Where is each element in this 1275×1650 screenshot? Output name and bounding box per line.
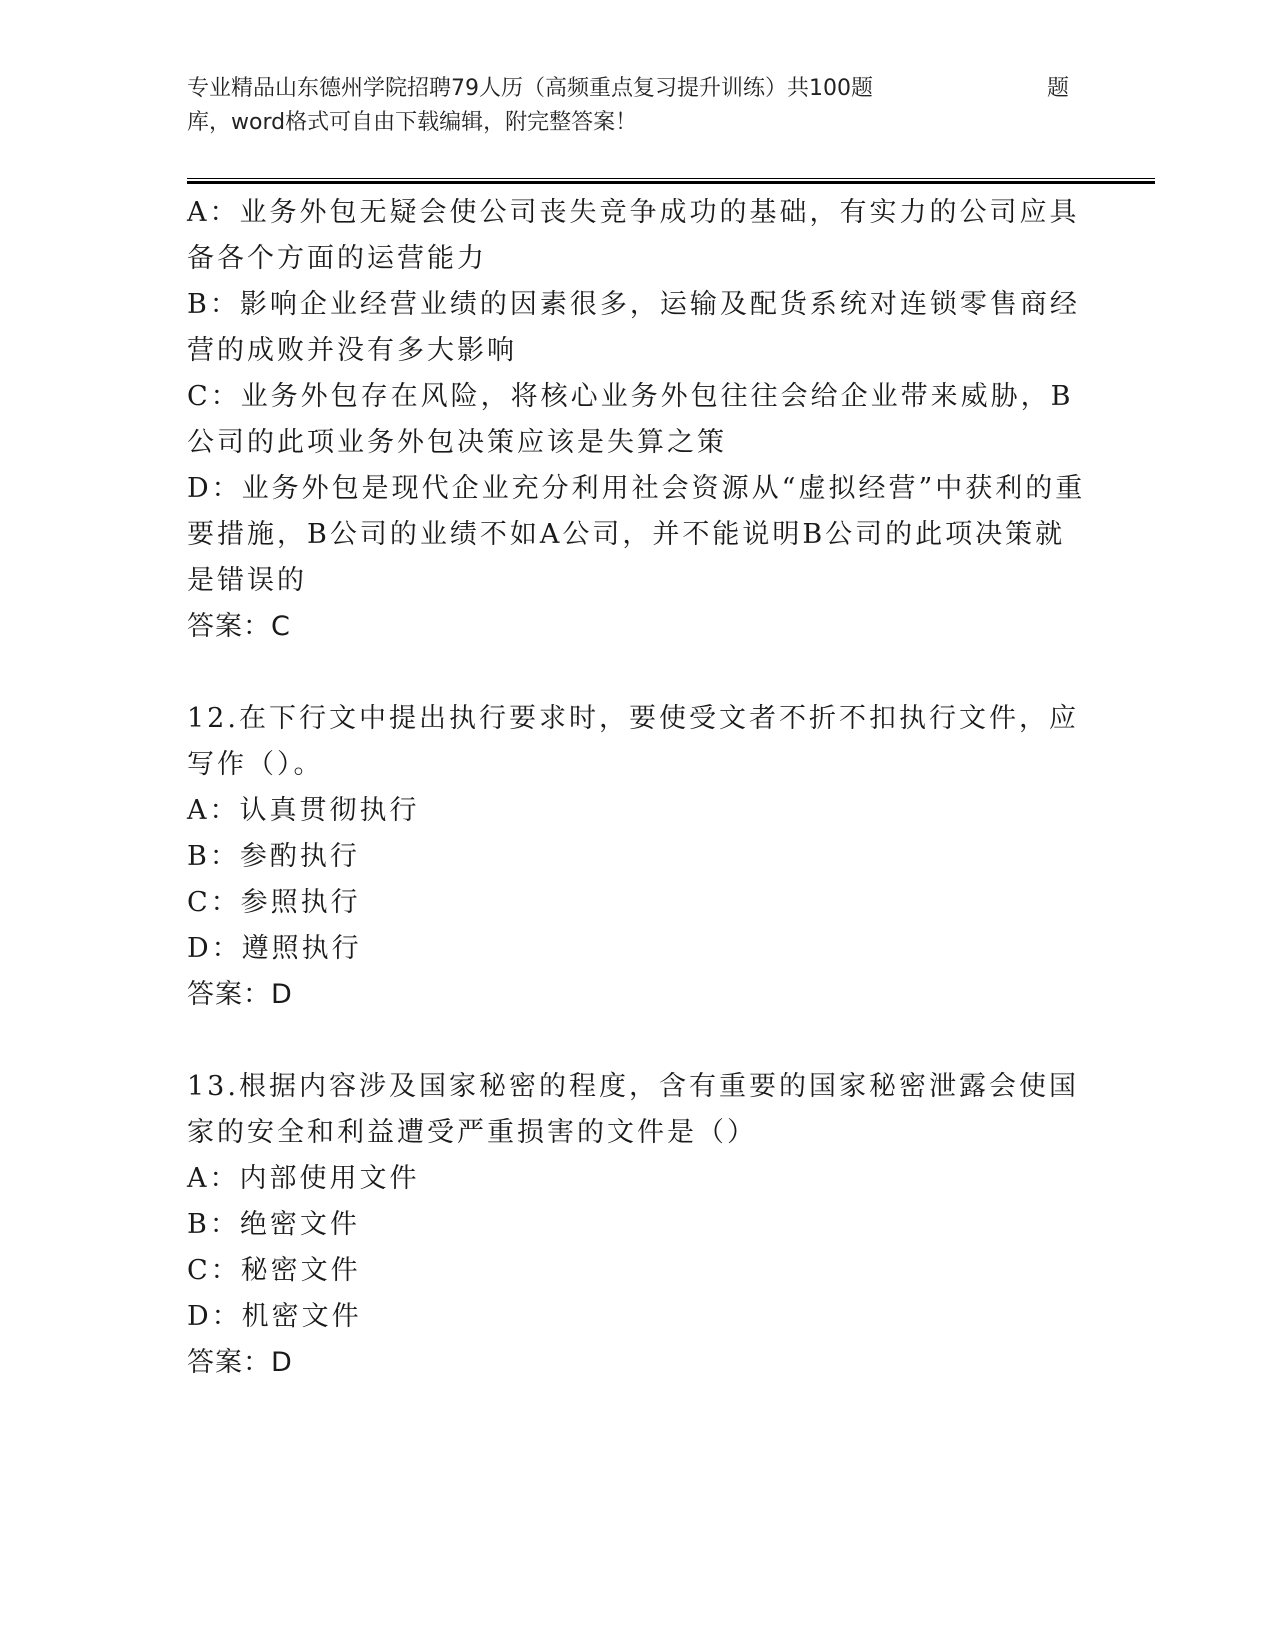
document-body [187, 190, 1087, 1386]
header-line-2: 库，word格式可自由下载编辑，附完整答案！ [187, 110, 638, 135]
question-stem: 13.根据内容涉及国家秘密的程度，含有重要的国家秘密泄露会使国家的安全和利益遭受严重损害的文件是（） [187, 1071, 1079, 1148]
option-a: A：业务外包无疑会使公司丧失竞争成功的基础，有实力的公司应具备各个方面的运营能力 [187, 197, 1080, 274]
option-c: C：业务外包存在风险，将核心业务外包往往会给企业带来威胁，B公司的此项业务外包决策应该是失算之策 [187, 381, 1074, 458]
option-b: B：参酌执行 [187, 841, 360, 872]
header-divider-thick [187, 181, 1155, 184]
option-a: A：内部使用文件 [187, 1163, 420, 1194]
option-c: C：秘密文件 [187, 1255, 361, 1286]
spacer [187, 1018, 1087, 1064]
header-title-tail: 题 [1047, 76, 1070, 101]
answer: 答案：D [187, 979, 293, 1010]
header-divider-thin [187, 178, 1155, 179]
option-d: D：遵照执行 [187, 933, 362, 964]
question-stem: 12.在下行文中提出执行要求时，要使受文者不折不扣执行文件，应写作（）。 [187, 703, 1079, 780]
option-d: D：机密文件 [187, 1301, 362, 1332]
answer: 答案：D [187, 1347, 293, 1378]
header-line-1 [187, 72, 1070, 106]
question-11 [187, 190, 1087, 650]
option-c: C：参照执行 [187, 887, 361, 918]
option-d: D：业务外包是现代企业充分利用社会资源从“虚拟经营”中获利的重要措施，B公司的业绩不如A公司，并不能说明B公司的此项决策就是错误的 [187, 473, 1086, 596]
answer: 答案：C [187, 611, 291, 642]
option-b: B：绝密文件 [187, 1209, 360, 1240]
option-a: A：认真贯彻执行 [187, 795, 420, 826]
option-b: B：影响企业经营业绩的因素很多，运输及配货系统对连锁零售商经营的成败并没有多大影响 [187, 289, 1080, 366]
header-title-text: 专业精品山东德州学院招聘79人历（高频重点复习提升训练）共100题 [187, 76, 873, 101]
document-header [187, 72, 1070, 140]
spacer [187, 650, 1087, 696]
question-13 [187, 1064, 1087, 1386]
question-12 [187, 696, 1087, 1018]
